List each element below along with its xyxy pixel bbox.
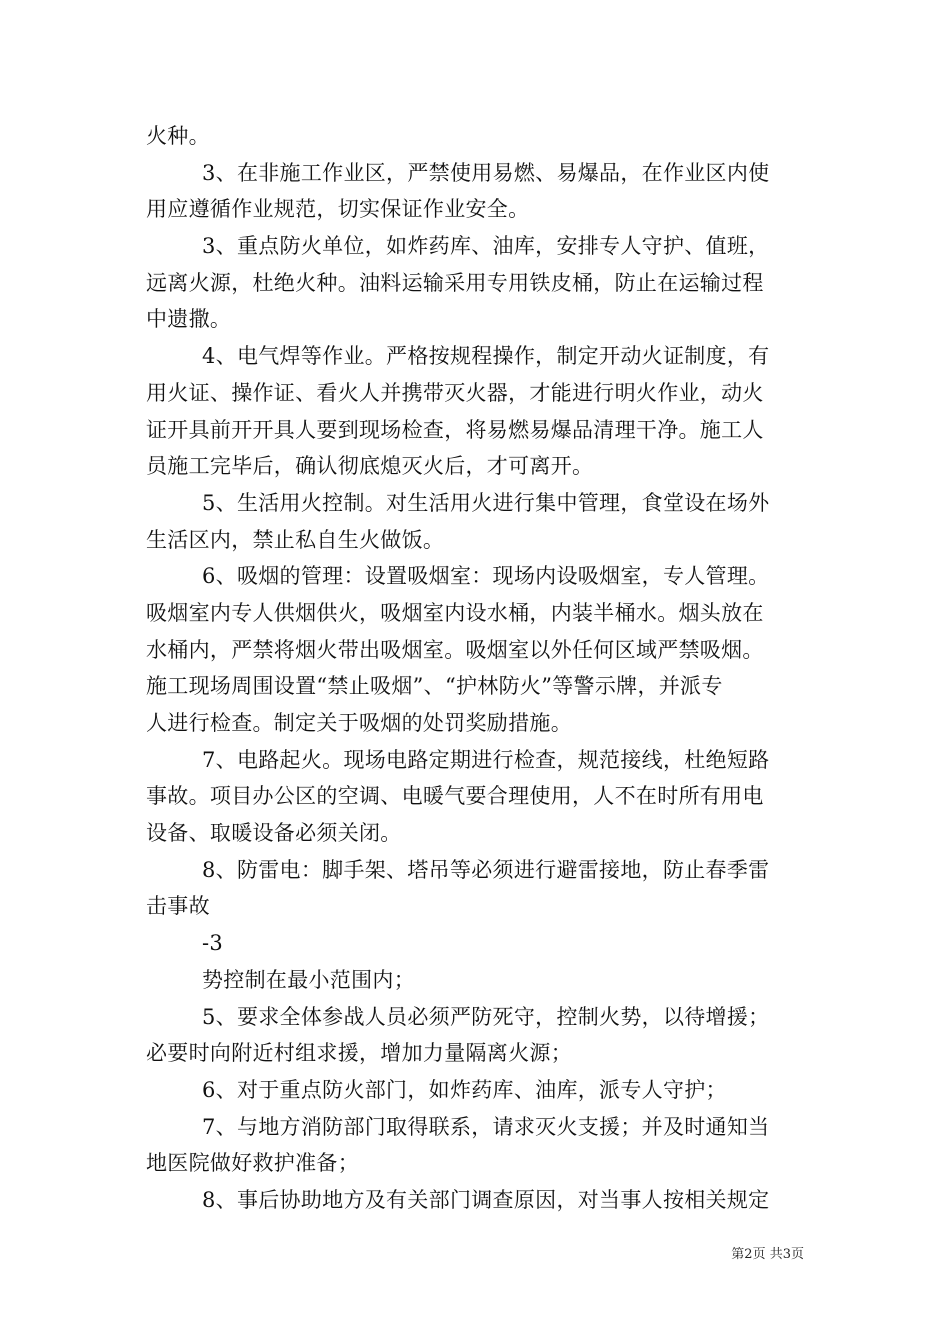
footer-current-page: 2 [744, 1247, 753, 1262]
page-marker: -3 [202, 931, 224, 956]
page-number-footer [731, 1247, 804, 1263]
text-line-30: 8、事后协助地方及有关部门调查原因，对当事人按相关规定 [202, 1187, 770, 1212]
text-line-21: 8、防雷电：脚手架、塔吊等必须进行避雷接地，防止春季雷 [202, 857, 770, 882]
footer-middle: 页 共 [752, 1247, 783, 1262]
text-line-28: 7、与地方消防部门取得联系，请求灭火支援；并及时通知当 [202, 1114, 770, 1139]
text-line-20: 设备、取暖设备必须关闭。 [146, 821, 402, 846]
text-line-9: 证开具前开开具人要到现场检查，将易燃易爆品清理干净。施工人 [146, 417, 764, 442]
text-line-6: 中遗撒。 [146, 307, 232, 332]
text-line-17: 人进行检查。制定关于吸烟的处罚奖励措施。 [146, 711, 572, 735]
text-line-29: 地医院做好救护准备； [146, 1151, 359, 1176]
text-line-22: 击事故 [146, 894, 210, 919]
text-line-8: 用火证、操作证、看火人并携带灭火器，才能进行明火作业，动火 [146, 380, 764, 405]
text-line-11: 5、生活用火控制。对生活用火进行集中管理，食堂设在场外 [202, 490, 770, 515]
text-line-27: 6、对于重点防火部门，如炸药库、油库，派专人守护； [202, 1077, 727, 1102]
text-line-7: 4、电气焊等作业。严格按规程操作，制定开动火证制度，有 [202, 344, 770, 369]
text-line-18: 7、电路起火。现场电路定期进行检查，规范接线，杜绝短路 [202, 747, 770, 772]
text-line-16: 施工现场周围设置“禁止吸烟”、“护林防火”等警示牌，并派专 [146, 674, 723, 699]
text-line-2: 3、在非施工作业区，严禁使用易燃、易爆品，在作业区内使 [202, 160, 770, 185]
document-body [146, 118, 808, 1219]
text-line-5: 远离火源，杜绝火种。油料运输采用专用铁皮桶，防止在运输过程 [146, 270, 764, 295]
text-line-3: 用应遵循作业规范，切实保证作业安全。 [146, 197, 530, 222]
text-line-15: 水桶内，严禁将烟火带出吸烟室。吸烟室以外任何区域严禁吸烟。 [146, 637, 764, 662]
footer-total-pages: 3 [782, 1247, 791, 1262]
text-line-14: 吸烟室内专人供烟供火，吸烟室内设水桶，内装半桶水。烟头放在 [146, 600, 764, 625]
text-line-25: 5、要求全体参战人员必须严防死守，控制火势，以待增援； [202, 1004, 770, 1029]
footer-prefix: 第 [731, 1247, 745, 1262]
text-line-19: 事故。项目办公区的空调、电暖气要合理使用，人不在时所有用电 [146, 784, 764, 809]
text-line-10: 员施工完毕后，确认彻底熄灭火后，才可离开。 [146, 454, 594, 479]
text-line-13: 6、吸烟的管理：设置吸烟室：现场内设吸烟室，专人管理。 [202, 564, 770, 589]
text-line-24: 势控制在最小范围内； [202, 967, 415, 992]
text-line-12: 生活区内，禁止私自生火做饭。 [146, 527, 445, 552]
footer-suffix: 页 [790, 1247, 804, 1262]
text-line-1: 火种。 [146, 124, 210, 148]
text-line-4: 3、重点防火单位，如炸药库、油库，安排专人守护、值班， [202, 234, 770, 259]
text-line-26: 必要时向附近村组求援，增加力量隔离火源； [146, 1041, 572, 1066]
